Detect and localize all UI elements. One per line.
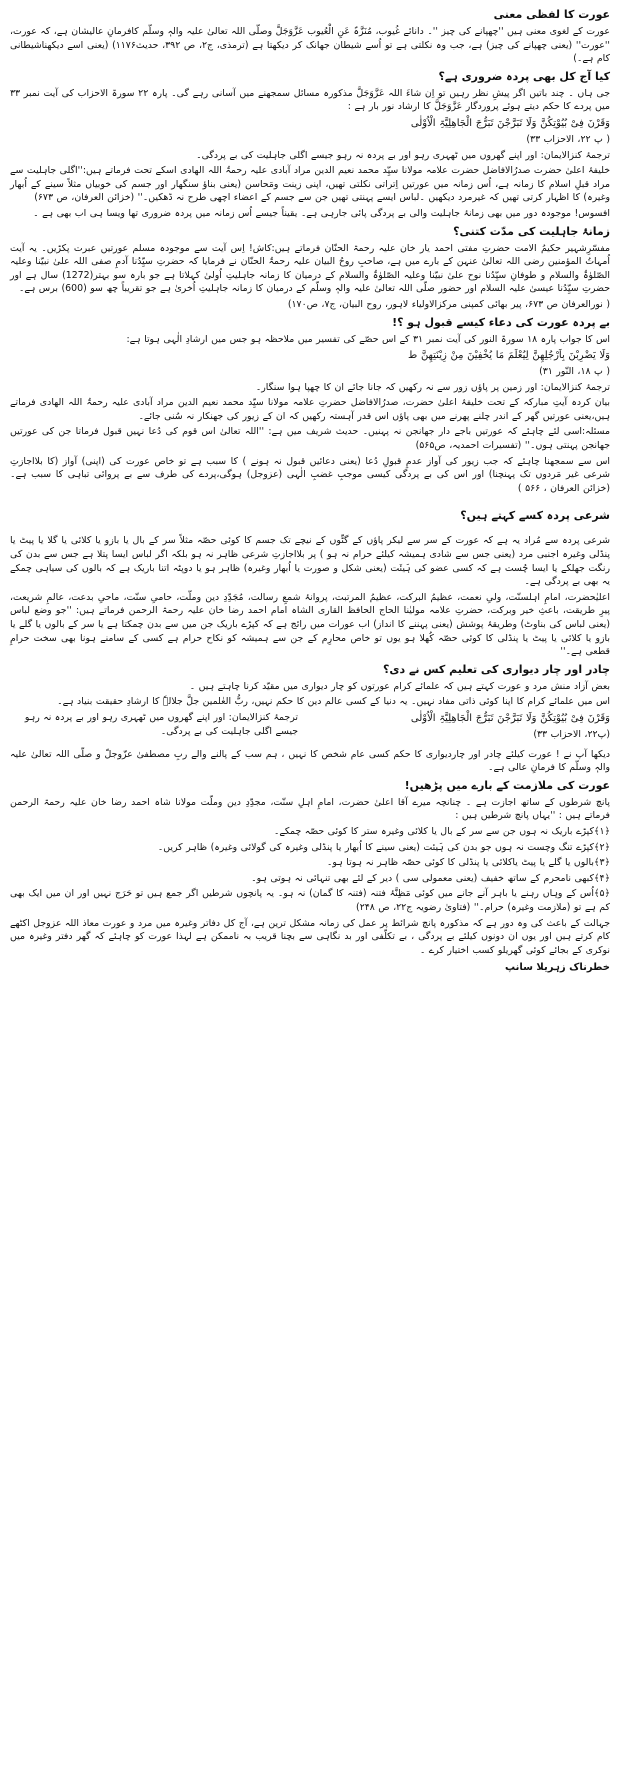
heading-today: کیا آج کل بھی پردہ ضروری ہے؟: [438, 69, 610, 83]
ayah-ahzab-repeat-ref: (پ۲۲، الاحزاب ۳۳): [533, 728, 610, 740]
paragraph-afsos: افسوس! موجودہ دور میں بھی زمانۂ جاہلیت والی بے پردگی پائی جارہی ہے۔ یقیناً جیسے اُس زمانہ میں پردہ ضروری تھا ویسا ہی اب بھی ہے ۔: [33, 207, 610, 219]
ayah-ahzab: وَقَرْنَ فِیْ بُیُوْتِکُنَّ وَلَا تَبَرَّجْنَ تَبَرُّجَ الْجَاھِلِیَّۃِ الْاُوْلٰی: [410, 117, 610, 129]
heading-dua: بے پردہ عورت کی دعاء کیسے قبول ہو ؟!: [392, 315, 610, 329]
tarjama-ahzab: ترجمۂ کنزالایمان: اور اپنے گھروں میں ٹھہری رہو اور بے پردہ نہ رہو جیسے اگلی جاہلیت کی بے پردگی۔: [196, 149, 610, 161]
ayah-column: [322, 711, 610, 744]
ayah-two-column: [10, 711, 610, 744]
tarjama-noor: ترجمۂ کنزالایمان: اور زمین پر پاؤں زور سے نہ رکھیں کہ جانا جائے ان کا چھپا ہوا سنگار۔: [255, 381, 610, 393]
heading-chadar: چادر اور چار دیواری کی تعلیم کس نے دی؟: [383, 662, 610, 676]
heading-meaning: عورت کا لفظی معنی: [493, 8, 610, 21]
paragraph-jahalat: جہالت کے باعث کی وہ دور ہے کہ مذکورہ پانچ شرائط پر عمل کی زمانہ مشکل ترین ہے، آج کل دفاتر وغیرہ میں مرد و عورت معاذ اللہ عزوجل اکٹھے کام کرتے ہیں اور یوں ان دونوں کیلئے بے پردگی ، بے تکلّفی اور بد نگاہی سے بچنا قریب بہ ناممکن ہے لہذا عورت کو چاہئے کہ گھر دفتر وغیرہ میں نوکری کے بجائے کوئی گھریلو کسب اختیار کرے ۔: [10, 917, 610, 956]
heading-jahiliyyat: زمانۂ جاہلیت کی مدّت کتنی؟: [453, 224, 610, 238]
paragraph-samajh: اس سے سمجھنا چاہئے کہ جب زیور کی آواز عدمِ قبولِ دُعا (یعنی دعائیں قبول نہ ہونے ) کا سبب ہے تو خاص عورت کی (اپنی) آواز (کا بلااجازتِ شرعی غیر مَردوں تک پہنچنا) اور اس کی بے پردگی کیسی موجبِ غضبِ الٰہی (عزوجل) ہوگی،پردے کی طرف سے بے پروائی تباہی کا سبب ہے۔ (خزائن العرفان ، ۵۶۶ ): [10, 455, 610, 494]
paragraph-khazain: خلیفۂ اعلیٰ حضرت صدرُالافاضل حضرت علامہ مولانا سیِّد محمد نعیم الدین مراد آبادی علیہ رحمۃُ اللہ الھادی اسکے تحت فرماتے ہیں:''اگلی جاہلیت سے مراد قبلِ اسلام کا زمانہ ہے، اُس زمانہ میں عورتیں اِتراتی نکلتی تھیں، اپنی زینت ومَحاسن (یعنی بناؤ سنگھار اور جسم کی خوبیاں مثلاً سینے کے اُبھار وغیرہ) کا اظہار کرتی تھیں کہ غیرمرد دیکھیں ۔لباس ایسے پہنتی تھیں جن سے جسم کے اعضاء اچھی طرح نہ ڈھکیں۔'' (خزائن العرفان، ص ۶۷۳): [10, 165, 610, 204]
paragraph-dua: اس کا جواب پارہ ۱۸ سورۃ النور کی آیت نمبر ۳۱ کے اس حصّے کی تفسیر میں ملاحظہ ہو جس میں ارشادِ الٰہی ہوتا ہے:: [126, 333, 610, 345]
tarjama-column: [10, 711, 298, 744]
shart-item: ﴿۳﴾بالوں یا گلے یا پیٹ یاکلائی یا پنڈلی کا کوئی حصّہ ظاہر نہ ہوتا ہو۔: [326, 857, 610, 869]
paragraph-dekha: دیکھا آپ نے ! عورت کیلئے چادر اور چاردیواری کا حکم کسی عام شخص کا نہیں ، ہم سب کے پالنے والے ربِ مصطفیٰ عزّوجلّ و صلّی اللہ تعالیٰ علیہ والہٖ وسلّم کا فرمانِ عالی ہے۔: [10, 748, 610, 774]
shart-item: ﴿۲﴾کپڑے تنگ وچست نہ ہوں جو بدن کی ہَیئت (یعنی سینے کا اُبھار یا پنڈلی وغیرہ کی گولائی وغیرہ) ظاہر کریں۔: [157, 841, 610, 853]
heading-mulazimat: عورت کی ملازمت کے بارے میں پڑھیں!: [404, 778, 610, 792]
paragraph-sharai-parda: شرعی پردہ سے مُراد یہ ہے کہ عورت کے سر سے لیکر پاؤں کے گٹّوں کے نیچے تک جسم کا کوئی حصّہ مثلاً سر کے بال یا بازو یا کلائی یا گلا یا پیٹ یا پنڈلی وغیرہ اجنبی مرد (یعنی جس سے شادی ہمیشہ کیلئے حرام نہ ہو ) پر بلااجازتِ شرعی ظاہر نہ ہو بلکہ اگر لباس ایسا پتلا ہے جس سے بدن کی رنگت جھلکے یا ایسا چُست ہے کہ کسی عضو کی ہَیئَت (یعنی شکل و صورت یا اُبھار وغیرہ) ظاہر ہو یا دوپٹہ اتنا باریک ہے کہ بالوں کی سیاہی چمکے یہ بھی بے پردگی ہے۔: [10, 535, 610, 588]
tarjama-ahzab-repeat: ترجمۂ کنزالایمان: اور اپنے گھروں میں ٹھہری رہو اور بے پردہ نہ رہو جیسے اگلی جاہلیت کی بے پردگی۔: [24, 711, 298, 737]
paragraph-meaning: عورت کے لغوی معنی ہیں ''چھپانے کی چیز ''۔ دانائے غُیوب، مُنَزَّہٌ عَنِ الْعُیوب عَزَّوَجَلَّ وصلّی اللہ تعالیٰ علیہ والہٖ وسلّم کافرمانِ عالیشان ہے، کہ عورت، ''عورت'' (یعنی چھپانے کی چیز) ہے، جب وہ نکلتی ہے تو اُسے شیطان جھانک کر دیکھتا ہے (ترمذی، ج۲، ص ۳۹۲، حدیث۱۱۷۶) (یعنی اسے دیکھناشیطانی کام ہے۔): [10, 26, 610, 65]
paragraph-ulama: اس میں علمائے کرام کا اپنا کوئی ذاتی مفاد نہیں۔ یہ دنیا کے کسی عالم دین کا حکم نہیں، ربُّ العٰلمین جلَّ جلالہٗ کا ارشادِ حقیقت بنیاد ہے۔: [57, 696, 610, 708]
jahiliyyat-ref: ( نورالعرفان ص ۶۷۳، پیر بھائی کمپنی مرکزالاولیاء لاہور، روح البیان، ج۷، ص۱۷۰): [287, 298, 610, 310]
shart-item: ﴿۵﴾اُس کے وہاں رہنے یا باہر آنے جانے میں کوئی مَظِنَّۂ فتنہ (فتنہ کا گمان) نہ ہو۔ یہ پانچوں شرطیں اگر جمع ہیں تو حَرَج نہیں اور ان میں ایک بھی کم ہے تو (ملازمت وغیرہ) حرام۔'' (فتاویٰ رضویہ ج۲۲، ص ۲۴۸): [10, 888, 610, 913]
footer-heading: خطرناک زہریلا سانپ: [505, 962, 610, 974]
paragraph-shurut-intro: پانچ شرطوں کے ساتھ اجازت ہے ۔ چنانچہ میرے آقا اعلیٰ حضرت، امامِ اہلِ سنّت، مجدِّدِ دین وملّت مولانا شاہ احمد رضا خان علیہ رحمۃ الرحمن فرماتے ہیں : ''یہاں پانچ شرطیں ہیں :: [10, 796, 610, 822]
ayah-ahzab-repeat: وَقَرْنَ فِیْ بُیُوْتِکُنَّ وَلَا تَبَرَّجْنَ تَبَرُّجَ الْجَاھِلِیَّۃِ الْاُوْلٰی: [410, 712, 610, 724]
shart-item: ﴿۴﴾کبھی نامحرم کے ساتھ خفیف (یعنی معمولی سی ) دیر کے لئے بھی تنہائی نہ ہوتی ہو۔: [251, 872, 610, 884]
shurut-list: [10, 825, 610, 915]
shart-item: ﴿۱﴾کپڑے باریک نہ ہوں جن سے سر کے بال یا کلائی وغیرہ ستر کا کوئی حصّہ چمکے۔: [273, 825, 610, 837]
heading-sharai-parda: شرعی پردہ کسے کہتے ہیں؟: [460, 509, 610, 523]
paragraph-bayan: بیان کردہ آیتِ مبارکہ کے تحت خلیفۂ اعلیٰ حضرت، صدرُالافاضل حضرتِ علامہ مولانا سیِّد محمد نعیم الدین مراد آبادی علیہ رحمۃُ اللہ الھادی فرماتے ہیں،یعنی عورتیں گھر کے اندر چلنے پھرنے میں بھی پاؤں اس قدر آہستہ رکھیں کہ ان کے زیور کی جھنکار نہ سُنی جائے۔: [10, 397, 610, 422]
paragraph-chadar: بعض آزاد منش مرد و عورت کہتے ہیں کہ علمائے کرام عورتوں کو چار دیواری میں مقیّد کرنا چاہتے ہیں ۔: [189, 680, 610, 692]
paragraph-alahazrat: اعلیٰحضرت، امامِ اہلسنّت، ولیِ نعمت، عظیمُ البرکت، عظیمُ المرتبت، پروانۂ شمعِ رسالت، مُجَدِّدِ دین وملّت، حامیِ سنّت، ماحیِ بدعت، عالمِ شریعت، پیرِ طریقت، باعثِ خیر وبرکت، حضرتِ علامہ مولیٰنا الحاج الحافظ القاری الشاہ امام احمد رضا خان علیہ رحمۃ الرحمن فرماتے ہیں: ''جو وضع لباس (یعنی لباس کی بناوٹ) وطریقۂ پوشش (یعنی پہننے کا انداز) اب عورات میں رائج ہے کہ کپڑے باریک جن میں سے بدن چمکتا ہے یا سر کے بالوں یا گلے یا بازو یا کلائی یا پیٹ یا پنڈلی کا کوئی حصّہ کُھلا ہو یوں تو خاص محارِم کے جن سے ہمیشہ کو نکاح حرام ہے کسی کے سامنے ہونا بھی سخت حرامِ قطعی ہے۔'': [10, 591, 610, 658]
ayah-noor: وَلَا یَضْرِبْنَ بِاَرْجُلِھِنَّ لِیُعْلَمَ مَا یُخْفِیْنَ مِنْ زِیْنَتِھِنَّ ط: [408, 350, 610, 362]
paragraph-masala: مسئلہ:اسی لئے چاہئے کہ عورتیں باجے دار جھانجن نہ پہنیں۔ حدیث شریف میں ہے: ''اللہ تعالیٰ اس قوم کی دُعا نہیں قبول فرماتا جن کی عورتیں جھانجن پہنتی ہوں۔'' (تفسیرات احمدیہ، ص۵۶۵): [10, 426, 610, 452]
ayah-noor-ref: ( پ ۱۸، النّور ۳۱): [539, 366, 610, 378]
paragraph-today: جی ہاں ۔ چند باتیں اگر پیشِ نظر رہیں تو اِن شاءَ اللہ عَزَّوَجَلَّ مذکورہ مسائل سمجھنے میں آسانی رہے گی۔ پارہ ۲۲ سورۃ الاحزاب کی آیت نمبر ۳۳ میں پردے کا حکم دیتے ہوئے پروردگار عَزَّوَجَلَّ کا ارشاد نور بار ہے :: [10, 87, 610, 113]
ayah-ahzab-ref: ( پ ۲۲، الاحزاب ۳۳): [526, 133, 610, 145]
paragraph-jahiliyyat: مفسّرِشہیر حکیمُ الامت حضرتِ مفتی احمد یار خان علیہ رحمۃ الحنّان فرماتے ہیں:کاش! اِس آیت سے موجودہ مسلم عورتیں عبرت پکڑیں۔ یہ آیت اُمہاتُ المؤمنین رضی اللہ تعالیٰ عنہن کے بارے میں ہے، صاحبِ روحُ البیان علیہ رحمۃُ الحنّان نے فرمایا کہ حضرتِ سیِّدُنا آدمِ صفی اللہ علیٰ نبیّنا وعلیہ الصّلوٰۃُ والسلام و طوفانِ سیِّدُنا نوح علیٰ نبیّنا وعلیہ الصّلوٰۃُ والسلام کے درمیان کا زمانہ جاہلیتِ اُولیٰ کہلاتا ہے جو بارہ سو بہتر(1272) سال ہے اور حضرتِ سیِّدُنا عیسیٰ علیہ السلام اور حضور صلّی اللہ تعالیٰ علیہ والہٖ وسلّم کے درمیان کا زمانہ جاہلیتِ اُخریٰ ہے جو تقریباً چھ سو (600) برس ہے۔: [10, 242, 610, 295]
